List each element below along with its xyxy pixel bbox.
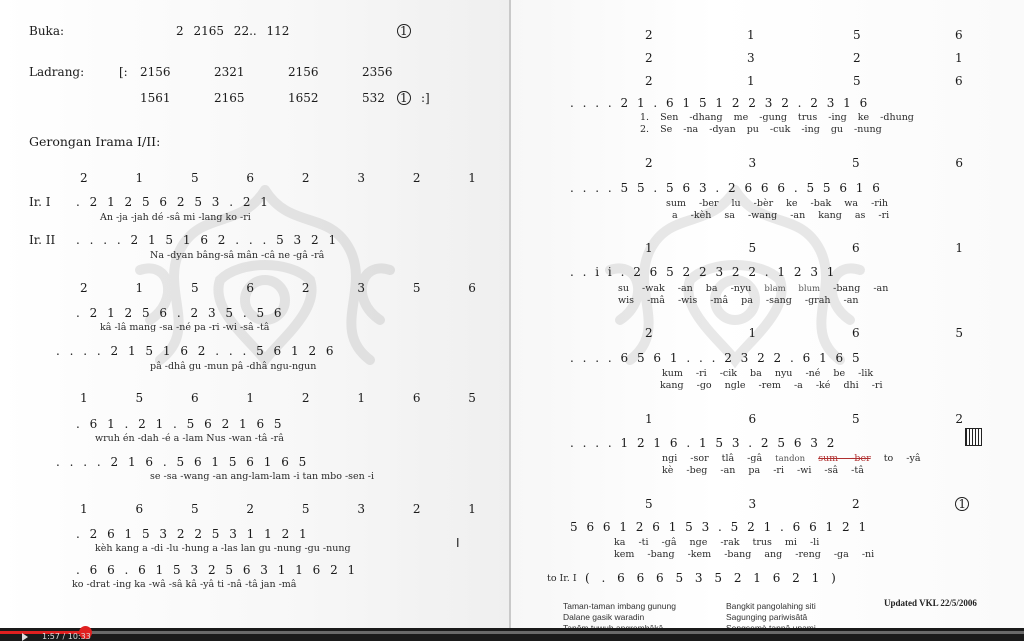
notes-row: . . . . 6 5 6 1 . . . 2 3 2 2 . 6 1 6 5 — [570, 351, 860, 365]
footer-verse-left: Taman-taman imbang gunung Dalane gasik waradin — [563, 601, 676, 622]
lyric-verse-2: 2. Se -na -dyan pu -cuk -ing gu -nung — [640, 124, 882, 135]
ir1-lyric: An -ja -jah dé -sâ mi -lang ko -ri — [100, 212, 251, 223]
buka-notes: 2 2165 22.. 112 — [176, 24, 290, 38]
page-gutter — [509, 0, 511, 628]
lyric-line-1: kum -ri -cik ba nyu -né be -lik — [662, 368, 874, 379]
footer-verse-right: Bangkit pangolahing siti Sagunging pariwisâtâ — [726, 601, 816, 622]
ir1-notes: . 2 1 2 5 6 2 5 3 . 2 1 — [76, 195, 268, 209]
lyric-line-1: su -wak -an ba -nyu blam blum -bang -an — [618, 283, 889, 294]
lyric-line-1: sum -ber lu -bèr ke -bak wa -rih — [666, 198, 888, 209]
balungan-row: 5 3 2 1 — [645, 497, 969, 511]
hatched-box — [965, 428, 982, 446]
balungan-col: 6 1 6 — [955, 28, 963, 88]
balungan-row: 1 6 5 2 — [645, 412, 964, 426]
text-cursor-icon: I — [456, 536, 460, 550]
notes-row: . . i i . 2 6 5 2 2 3 2 2 . 1 2 3 1 — [570, 265, 835, 279]
notes-row: 5 6 6 1 2 6 1 5 3 . 5 2 1 . 6 6 1 2 1 — [570, 520, 867, 534]
balungan-col: 1 3 1 — [747, 28, 755, 88]
ir2-notes: . 6 6 . 6 1 5 3 2 5 6 3 1 1 6 2 1 — [76, 563, 356, 577]
ladrang-r2-g1: 1561 — [140, 91, 171, 105]
lyric-line-2: kem -bang -kem -bang ang -reng -ga -ni — [614, 549, 875, 560]
ladrang-r1-g2: 2321 — [214, 65, 245, 79]
ir2-lyric: se -sa -wang -an ang-lam-lam -i tan mbo -sen -i — [150, 471, 375, 482]
buka-label: Buka: — [29, 24, 65, 38]
balungan-row: 1 6 5 2 5 3 2 1 — [80, 502, 476, 516]
lyric-line-2: kang -go ngle -rem -a -ké dhi -ri — [660, 380, 883, 391]
ir2-notes: . . . . 2 1 5 1 6 2 . . . 5 3 2 1 — [76, 233, 337, 247]
ir1-lyric: wruh én -dah -é a -lam Nus -wan -tâ -râ — [95, 433, 284, 444]
ir1-label: Ir. I — [29, 195, 51, 209]
repeat-close: :] — [421, 91, 430, 105]
ladrang-gong — [397, 91, 411, 105]
gerongan-title: Gerongan Irama I/II: — [29, 134, 161, 149]
balungan-row: 2 1 6 5 — [645, 326, 964, 340]
balungan-col: 5 2 5 — [853, 28, 861, 88]
ir1-lyric: kèh kang a -di -lu -hung a -las lan gu -nung -gu -nung — [95, 543, 351, 554]
notes-row: . . . . 2 1 . 6 1 5 1 2 2 3 2 . 2 3 1 6 — [570, 96, 868, 110]
ladrang-r1-g3: 2156 — [288, 65, 319, 79]
ladrang-r2-g2: 2165 — [214, 91, 245, 105]
ladrang-r1-g1: 2156 — [140, 65, 171, 79]
repeat-open: [: — [119, 65, 128, 79]
lyric-verse-1: 1. Sen -dhang me -gung trus -ing ke -dhung — [640, 112, 914, 123]
lyric-line-2: a -kèh sa -wang -an kang as -ri — [672, 210, 890, 221]
notes-row: . . . . 1 2 1 6 . 1 5 3 . 2 5 6 3 2 — [570, 436, 835, 450]
ir2-lyric: ko -drat -ing ka -wâ -sâ kâ -yâ ti -nâ -tâ jan -mâ — [72, 579, 297, 590]
progress-bar[interactable] — [0, 631, 1024, 634]
ir1-notes: . 6 1 . 2 1 . 5 6 2 1 6 5 — [76, 417, 282, 431]
ladrang-r1-g4: 2356 — [362, 65, 393, 79]
balungan-row: 2 3 5 6 — [645, 156, 964, 170]
ir1-lyric: kâ -lâ mang -sa -né pa -ri -wi -sâ -tâ — [100, 322, 270, 333]
ir2-lyric: Na -dyan bâng-sâ mân -câ ne -gâ -râ — [150, 250, 325, 261]
ladrang-r2-g3: 1652 — [288, 91, 319, 105]
to-irama-notes: ( . 6 6 6 5 3 5 2 1 6 2 1 ) — [585, 571, 836, 585]
ir1-notes: . 2 1 2 5 6 . 2 3 5 . 5 6 — [76, 306, 282, 320]
to-irama-label: to Ir. I — [547, 573, 577, 584]
ladrang-r2-g4: 532 — [362, 91, 385, 105]
gong-circle: 1 — [397, 24, 411, 38]
video-time: 1:57 / 10:33 — [42, 632, 91, 641]
lyric-line-1: ka -ti -gâ nge -rak trus mi -li — [614, 537, 820, 548]
lyric-line-2: wis -mâ -wis -mâ pa -sang -grah -an — [618, 295, 859, 306]
ir2-lyric: pâ -dhâ gu -mun pâ -dhâ ngu-ngun — [150, 361, 317, 372]
balungan-row: 1 5 6 1 2 1 6 5 — [80, 391, 476, 405]
balungan-row: 2 1 5 6 2 3 2 1 — [80, 171, 476, 185]
buka-gong — [397, 24, 411, 38]
ladrang-label: Ladrang: — [29, 65, 85, 79]
ir2-notes: . . . . 2 1 6 . 5 6 1 5 6 1 6 5 — [56, 455, 307, 469]
ir2-label: Ir. II — [29, 233, 56, 247]
ir1-notes: . 2 6 1 5 3 2 2 5 3 1 1 2 1 — [76, 527, 307, 541]
balungan-row: 1 5 6 1 — [645, 241, 964, 255]
lyric-line-2: kè -beg -an pa -ri -wi -sâ -tâ — [662, 465, 864, 476]
balungan-row: 2 1 5 6 2 3 5 6 — [80, 281, 476, 295]
lyric-line-1: ngi -sor tlâ -gâ tandon sum -ber to -yâ — [662, 453, 921, 464]
notes-row: . . . . 5 5 . 5 6 3 . 2 6 6 6 . 5 5 6 1 6 — [570, 181, 880, 195]
play-icon[interactable] — [22, 633, 28, 641]
ir2-notes: . . . . 2 1 5 1 6 2 . . . 5 6 1 2 6 — [56, 344, 334, 358]
gong-circle: 1 — [397, 91, 411, 105]
balungan-col: 2 2 2 — [645, 28, 653, 88]
video-controls — [0, 628, 1024, 641]
updated-note: Updated VKL 22/5/2006 — [884, 598, 977, 608]
